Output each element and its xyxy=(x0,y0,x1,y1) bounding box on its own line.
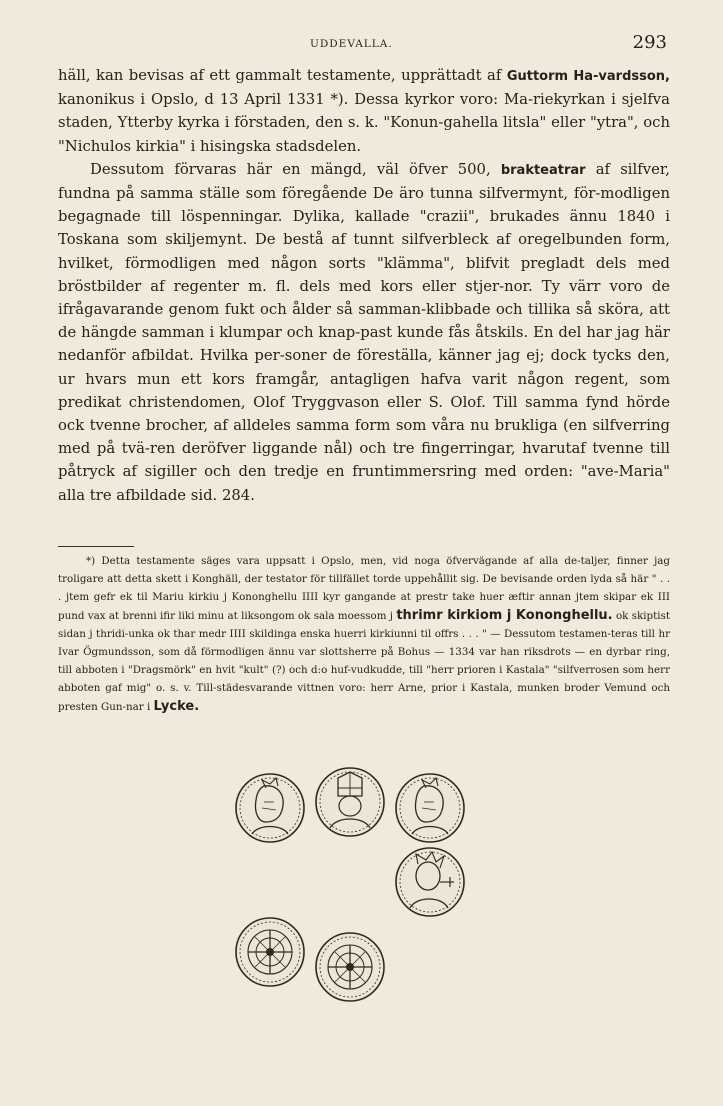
body-text xyxy=(58,64,670,507)
running-head: UDDEVALLA. xyxy=(310,38,393,50)
text-run: Dessutom förvaras här en mängd, väl öfver 500, xyxy=(90,160,501,178)
bracteate-coin xyxy=(316,933,384,1001)
bracteate-coin xyxy=(396,774,464,842)
page-number: 293 xyxy=(632,32,667,53)
text-run: kanonikus i Opslo, d 13 April 1331 *). Dessa kyrkor voro: Ma-riekyrkan i sjelfva staden, Ytterby kyrka i förstaden, den s. k. "Konun-gahella litsla" eller "ytra", och "Nichulos kirkia" i hisingska stadsdelen. xyxy=(58,91,670,155)
bracteate-coin xyxy=(316,768,384,836)
text-run: *) Detta testamente säges vara uppsatt i Opslo, men, vid noga öfvervägande af alla de-taljer, finner jag troligare att detta skett i Konghäll, der testator för tillfället torde uppehållit sig. De bevisande orden lyda så här " . . . jtem gefr ek til Mariu kirkiu j Kononghellu IIII kyr gangande at prestr take huer æftir annan jtem skipar ek III pund vax at brenni ifir liki minu at liksongom ok sala moessom j xyxy=(58,555,670,622)
bracteate-coin xyxy=(396,848,464,916)
footnote xyxy=(58,552,670,716)
text-run: ok skiptist sidan j thridi-unka ok thar medr IIII skildinga enska huerri kirkiunni til offrs . . . " — Dessutom testamen-teras till hr Ivar Ögmundsson, som då förmodligen ännu var slottsherre på Bohus — 1334 var han riksdrots — en dyrbar ring, till abboten i "Dragsmörk" en hvit "kult" (?) och d:o huf-vudkudde, till "herr prioren i Kastala" "silfverrosen som herr abboten gaf mig" o. s. v. Till-städesvarande vittnen voro: herr Arne, prior i Kastala, munken broder Vemund och presten Gun-nar i xyxy=(58,609,670,713)
bracteate-coin xyxy=(236,918,304,986)
bold-name-guttorm: Guttorm Ha-vardsson, xyxy=(506,69,670,84)
bracteate-illustration xyxy=(230,762,470,1012)
bracteate-coins-svg xyxy=(230,762,470,1012)
paragraph-2 xyxy=(58,158,670,507)
bold-place-lycke: Lycke. xyxy=(153,698,200,714)
text-run: häll, kan bevisas af ett gammalt testamente, upprättadt af xyxy=(58,67,507,84)
bracteate-coin xyxy=(236,774,304,842)
paragraph-1 xyxy=(58,64,670,158)
footnote-rule xyxy=(58,546,134,547)
bold-term-brakteatrar: brakteatrar xyxy=(500,162,586,178)
bold-phrase: thrimr kirkiom j Kononghellu. xyxy=(396,607,613,623)
footnote-text xyxy=(58,552,670,716)
text-run: af silfver, fundna på samma ställe som föregående De äro tunna silfvermynt, för-modligen begagnade till löspenningar. Dylika, kallade "crazii", brukades ännu 1840 i Toskana som skiljemynt. De bestå af tunnt silfverbleck af oregelbunden form, hvilket, förmodligen med någon sorts "klämma", blifvit pregladt dels med bröstbilder af regenter m. fl. dels med kors eller stjer-nor. Ty värr voro de ifrågavarande genom fukt och ålder så samman-klibbade och tillika så sköra, att de hängde samman i klumpar och knap-past kunde fås åtskils. En del har jag här nedanför afbildat. Hvilka per-soner de föreställa, känner jag ej; dock tycks den, ur hvars mun ett kors framgår, antagligen hafva varit någon regent, som predikat christendomen, Olof Tryggvason eller S. Olof. Till samma fynd hörde ock tvenne brocher, af alldeles samma form som våra nu brukliga (en silfverring med på tvä-ren deröfver liggande nål) och tre fingerringar, hvarutaf tvenne till påtryck af sigiller och den tredje en fruntimmersring med orden: "ave-Maria" alla tre afbildade sid. 284. xyxy=(58,160,671,504)
